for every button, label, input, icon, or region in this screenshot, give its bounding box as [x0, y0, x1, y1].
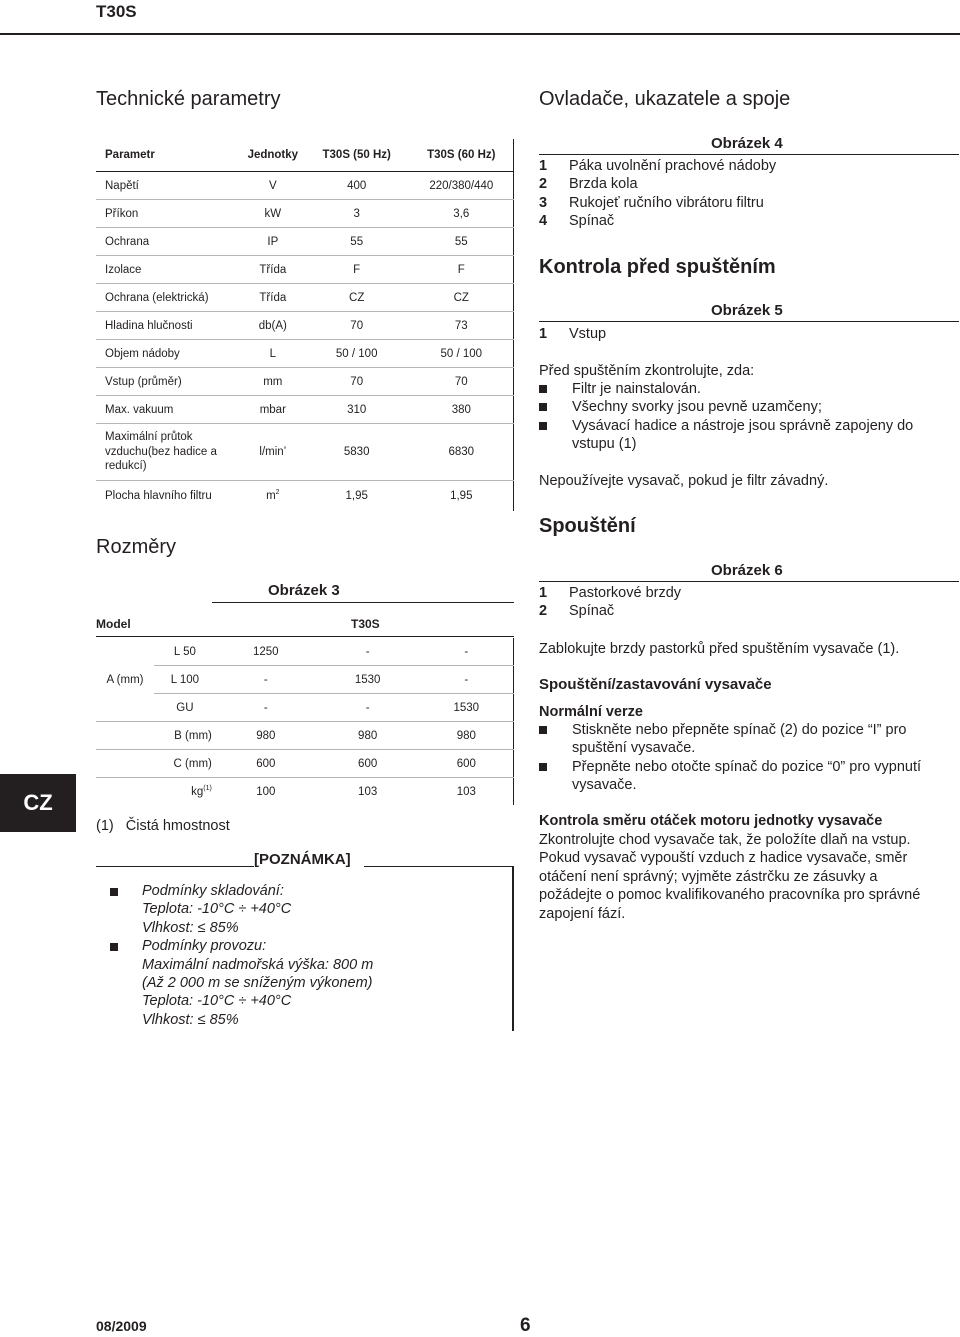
note-line-text: Maximální nadmořská výška: 800 m — [142, 956, 374, 973]
rotation-line: Zkontrolujte chod vysavače tak, že položíte dlaň na vstup. — [539, 832, 911, 848]
onoff-subheading: Normální verze — [539, 704, 643, 720]
onoff-heading: Spouštění/zastavování vysavače — [539, 676, 772, 693]
note-line-text: Vlhkost: ≤ 85% — [142, 919, 239, 936]
item-text: Pastorkové brzdy — [569, 585, 682, 601]
note-line-text: Teplota: -10°C ÷ +40°C — [142, 993, 292, 1010]
table-row — [96, 256, 514, 284]
note-line — [110, 919, 373, 937]
value-60hz-cell: 1,95 — [410, 481, 514, 511]
value-50hz-cell: F — [304, 256, 410, 284]
start-list — [539, 584, 681, 621]
param-cell: Objem nádoby — [96, 340, 242, 368]
item-text: Rukojeť ručního vibrátoru filtru — [569, 194, 764, 211]
value-cell: 980 — [316, 722, 420, 750]
model-rule — [96, 636, 514, 637]
value-60hz-cell: 70 — [410, 368, 514, 396]
item-text: Spínač — [569, 603, 615, 620]
figure-3-rule — [212, 602, 514, 603]
bullet-icon — [539, 726, 547, 734]
value-60hz-cell: 3,6 — [410, 200, 514, 228]
param-cell: Plocha hlavního filtru — [105, 489, 212, 502]
item-text: Vstup — [569, 326, 607, 342]
kg-footnote-mark: (1) — [203, 785, 212, 793]
model-label: Model — [96, 617, 131, 631]
item-text: Spínač — [569, 213, 615, 230]
list-item — [539, 157, 776, 175]
value-50hz-cell: 70 — [304, 312, 410, 340]
unit-cell: l/min’ — [242, 424, 304, 481]
value-60hz-cell: 55 — [410, 228, 514, 256]
bullet-text: Stiskněte nebo přepněte spínač (2) do pozice “I” pro spuštění vysavače. — [572, 722, 907, 757]
unit-cell: mm — [242, 368, 304, 396]
value-cell: 1250 — [216, 638, 316, 666]
note-line — [110, 992, 373, 1010]
value-cell: - — [420, 666, 514, 694]
header-rule — [0, 33, 960, 35]
figure-4-rule — [539, 154, 959, 155]
value-50hz-cell: 70 — [304, 368, 410, 396]
value-cell: 600 — [420, 750, 514, 778]
note-rule-right — [364, 866, 514, 867]
value-cell: - — [216, 666, 316, 694]
item-number: 2 — [539, 176, 548, 193]
note-line — [110, 956, 373, 974]
bullet-text: Přepněte nebo otočte spínač do pozice “0” pro vypnutí vysavače. — [572, 758, 922, 794]
table-row — [96, 694, 514, 722]
unit-cell: L — [242, 340, 304, 368]
check-bullets — [539, 380, 959, 454]
table-row — [96, 228, 514, 256]
param-cell: Izolace — [96, 256, 242, 284]
value-60hz-cell: F — [410, 256, 514, 284]
item-number: 3 — [539, 194, 548, 211]
row-label-cell: A (mm) — [106, 673, 144, 686]
controls-heading: Ovladače, ukazatele a spoje — [539, 88, 791, 110]
rotation-line: Pokud vysavač vypouští vzduch z hadice vysavače, směr — [539, 850, 908, 867]
col-header-60hz: T30S (60 Hz) — [410, 139, 514, 172]
start-heading: Spouštění — [539, 515, 636, 537]
table-row — [96, 424, 514, 481]
rotation-line: otáčení není správný; vyjměte zástrčku ze zásuvky a — [539, 868, 878, 885]
value-50hz-cell: 310 — [304, 396, 410, 424]
bullet-icon — [539, 763, 547, 771]
model-name: T30S — [351, 617, 380, 631]
value-cell: 600 — [316, 750, 420, 778]
note-line-text: Teplota: -10°C ÷ +40°C — [142, 901, 292, 918]
value-60hz-cell: 6830 — [410, 424, 514, 481]
rotation-line: požádejte o pomoc kvalifikovaného pracovníka pro správné — [539, 887, 921, 904]
value-50hz-cell: 55 — [304, 228, 410, 256]
bullet-item — [539, 380, 959, 398]
language-tab: CZ — [0, 774, 76, 832]
note-line — [110, 882, 373, 900]
bullet-icon — [110, 888, 118, 896]
value-50hz-cell: 1,95 — [345, 489, 368, 502]
figure-3-label: Obrázek 3 — [268, 582, 340, 599]
bullet-icon — [539, 385, 547, 393]
figure-6-label: Obrázek 6 — [711, 562, 783, 579]
note-line — [110, 974, 373, 992]
check-item — [539, 325, 606, 343]
unit-cell: IP — [242, 228, 304, 256]
note-line — [110, 1011, 373, 1029]
value-cell: 980 — [216, 722, 316, 750]
value-cell: - — [316, 638, 420, 666]
param-cell: Maximální průtok vzduchu(bez hadice a redukcí) — [96, 424, 242, 481]
value-cell: - — [420, 638, 514, 666]
bullet-item — [539, 758, 944, 795]
dimensions-table — [96, 638, 514, 805]
unit-cell: mbar — [242, 396, 304, 424]
onoff-bullets — [539, 721, 944, 795]
param-cell: Max. vakuum — [96, 396, 242, 424]
value-50hz-cell: 50 / 100 — [304, 340, 410, 368]
item-number: 2 — [539, 603, 548, 620]
value-cell: 980 — [420, 722, 514, 750]
bullet-text: Všechny svorky jsou pevně uzamčeny; — [572, 399, 822, 416]
table-row — [96, 666, 514, 694]
col-header-unit: Jednotky — [242, 139, 304, 172]
list-item — [539, 175, 776, 193]
table-row — [96, 172, 514, 200]
check-warning: Nepoužívejte vysavač, pokud je filtr závadný. — [539, 473, 829, 489]
param-cell: Ochrana — [96, 228, 242, 256]
bullet-item — [539, 721, 944, 758]
table-row — [96, 778, 514, 806]
bullet-icon — [539, 422, 547, 430]
check-heading: Kontrola před spuštěním — [539, 256, 776, 278]
check-intro: Před spuštěním zkontrolujte, zda: — [539, 363, 755, 379]
unit-cell — [242, 481, 304, 511]
page-number: 6 — [520, 1315, 531, 1336]
value-60hz-cell: 380 — [410, 396, 514, 424]
note-rule-side — [512, 866, 514, 1031]
unit-cell: Třída — [242, 256, 304, 284]
value-cell: 103 — [358, 785, 378, 798]
unit-cell: db(A) — [242, 312, 304, 340]
row-label-cell: C (mm) — [96, 750, 216, 778]
value-60hz-cell: 73 — [410, 312, 514, 340]
bullet-text: Filtr je nainstalován. — [572, 381, 701, 397]
note-line-text: Podmínky skladování: — [142, 883, 284, 899]
row-label-cell — [96, 638, 154, 666]
list-item — [539, 212, 776, 230]
controls-list — [539, 157, 776, 231]
unit-cell: Třída — [242, 284, 304, 312]
table-row — [96, 396, 514, 424]
item-text: Brzda kola — [569, 176, 638, 193]
document-title: T30S — [96, 2, 137, 21]
figure-6-rule — [539, 581, 959, 582]
item-number: 1 — [539, 158, 548, 174]
param-cell: Příkon — [96, 200, 242, 228]
table-header-row — [96, 139, 514, 172]
value-60hz-cell: 220/380/440 — [410, 172, 514, 200]
dimensions-heading: Rozměry — [96, 536, 177, 558]
unit-cell: V — [242, 172, 304, 200]
value-cell: 103 — [420, 778, 514, 806]
col-header-param: Parametr — [96, 139, 242, 172]
bullet-text: Vysávací hadice a nástroje jsou správně zapojeny do vstupu (1) — [572, 417, 914, 453]
rotation-text — [539, 831, 920, 923]
figure-5-rule — [539, 321, 959, 322]
row-label-cell — [96, 778, 216, 806]
item-text: Páka uvolnění prachové nádoby — [569, 158, 777, 174]
table-row — [96, 368, 514, 396]
table-row — [96, 200, 514, 228]
note-text — [110, 882, 373, 1029]
table-row — [96, 750, 514, 778]
value-cell: - — [216, 694, 316, 722]
note-title: [POZNÁMKA] — [254, 851, 351, 868]
row-sublabel-cell: L 100 — [154, 666, 216, 694]
rotation-line: zapojení fází. — [539, 905, 626, 922]
bullet-icon — [539, 403, 547, 411]
tech-params-heading: Technické parametry — [96, 88, 281, 110]
param-cell: Hladina hlučnosti — [96, 312, 242, 340]
figure-5-label: Obrázek 5 — [711, 302, 783, 319]
note-line-text: Vlhkost: ≤ 85% — [142, 1011, 239, 1028]
rotation-heading: Kontrola směru otáček motoru jednotky vysavače — [539, 813, 883, 829]
figure-4-label: Obrázek 4 — [711, 135, 783, 152]
list-item — [539, 194, 776, 212]
footnote-net-weight: (1) Čistá hmostnost — [96, 818, 230, 834]
note-line — [110, 937, 373, 955]
row-sublabel-cell: L 50 — [154, 638, 216, 666]
value-60hz-cell: 50 / 100 — [410, 340, 514, 368]
list-item — [539, 602, 681, 620]
value-60hz-cell: CZ — [410, 284, 514, 312]
item-number: 1 — [539, 326, 548, 342]
footer-date: 08/2009 — [96, 1318, 147, 1334]
start-text: Zablokujte brzdy pastorků před spuštěním vysavače (1). — [539, 641, 900, 657]
param-cell: Ochrana (elektrická) — [96, 284, 242, 312]
row-label-cell — [96, 694, 154, 722]
note-line-text: (Až 2 000 m se sníženým výkonem) — [142, 975, 373, 992]
value-cell: 1530 — [316, 666, 420, 694]
table-row — [96, 481, 514, 511]
table-row — [96, 284, 514, 312]
table-row — [96, 722, 514, 750]
item-number: 1 — [539, 585, 548, 601]
table-row — [96, 340, 514, 368]
bullet-item — [539, 398, 959, 416]
value-cell: 600 — [216, 750, 316, 778]
note-line-text: Podmínky provozu: — [142, 938, 267, 955]
table-row — [96, 312, 514, 340]
value-50hz-cell: 5830 — [304, 424, 410, 481]
value-50hz-cell: 3 — [304, 200, 410, 228]
param-cell: Napětí — [96, 172, 242, 200]
unit-superscript: 2 — [275, 489, 280, 497]
list-item — [539, 584, 681, 602]
value-cell: 100 — [256, 785, 276, 798]
bullet-item — [539, 417, 942, 454]
item-number: 4 — [539, 213, 548, 230]
table-row — [96, 638, 514, 666]
bullet-icon — [110, 943, 118, 951]
row-sublabel-cell: GU — [154, 694, 216, 722]
tech-params-table — [96, 139, 514, 511]
note-rule-left — [96, 866, 254, 867]
col-header-50hz: T30S (50 Hz) — [304, 139, 410, 172]
unit-cell: kW — [242, 200, 304, 228]
param-cell: Vstup (průměr) — [96, 368, 242, 396]
value-50hz-cell: 400 — [304, 172, 410, 200]
note-line — [110, 900, 373, 918]
value-cell: 1530 — [420, 694, 514, 722]
value-50hz-cell: CZ — [304, 284, 410, 312]
row-label-cell: B (mm) — [96, 722, 216, 750]
value-cell: - — [316, 694, 420, 722]
unit-text: m — [266, 490, 276, 503]
kg-label: kg — [191, 785, 204, 798]
